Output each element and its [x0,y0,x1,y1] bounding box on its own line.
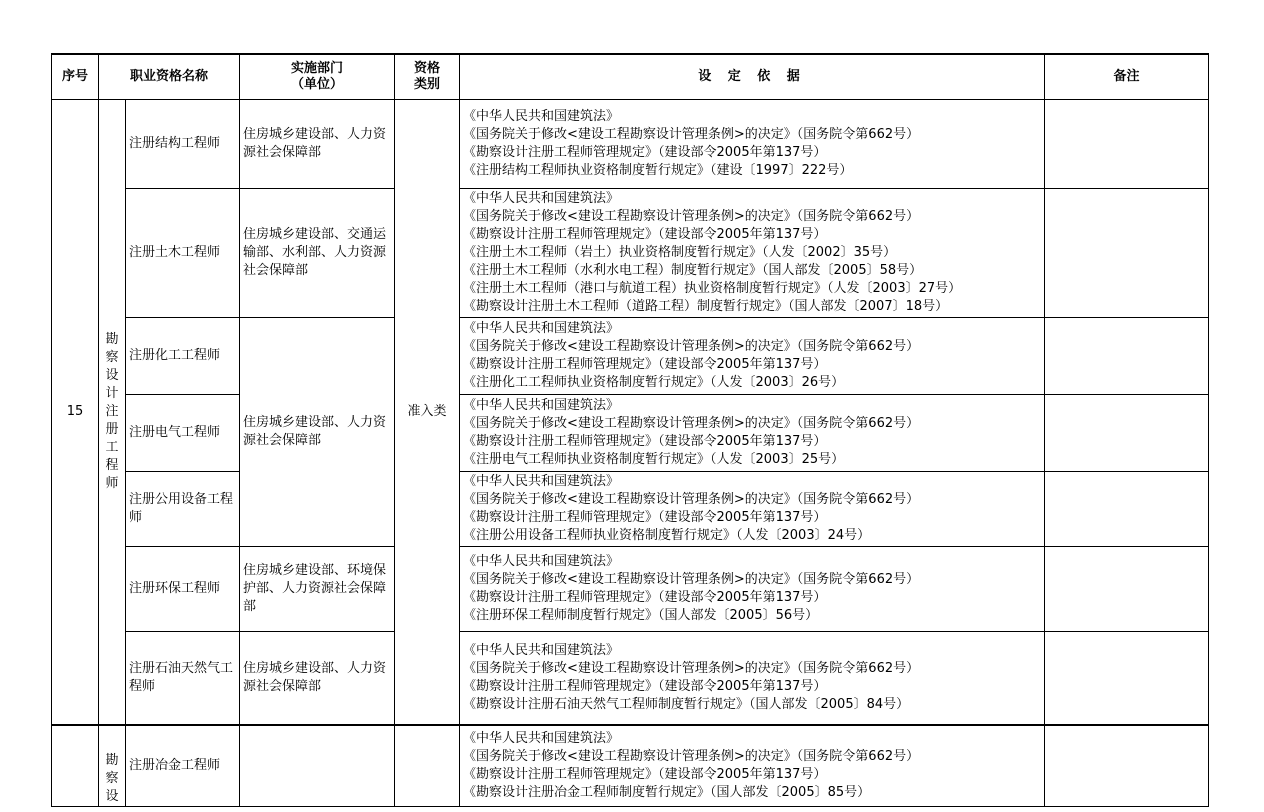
dept-cell: 住房城乡建设部、环境保护部、人力资源社会保障部 [240,547,395,632]
basis-line: 《注册结构工程师执业资格制度暂行规定》（建设〔1997〕222号） [463,163,853,178]
qualification-name: 注册环保工程师 [126,547,240,632]
category-char: 注 [105,403,119,419]
basis-line: 《中华人民共和国建筑法》 [463,730,620,746]
note-cell [1045,318,1209,395]
basis-line: 《勘察设计注册工程师管理规定》（建设部令2005年第137号） [463,227,827,242]
basis-line: 《勘察设计注册工程师管理规定》（建设部令2005年第137号） [463,766,827,782]
basis-line: 《中华人民共和国建筑法》 [463,474,620,489]
type-cell [395,725,460,807]
basis-line: 《勘察设计注册工程师管理规定》（建设部令2005年第137号） [463,357,827,372]
basis-line: 《勘察设计注册工程师管理规定》（建设部令2005年第137号） [463,145,827,160]
basis-cell [460,472,1045,547]
basis-cell [460,100,1045,189]
table-row [52,100,1209,189]
basis-line: 《中华人民共和国建筑法》 [463,191,620,206]
dept-cell [240,725,395,807]
table-row [52,725,1209,807]
header-type-line2: 类别 [414,77,441,92]
basis-line: 《中华人民共和国建筑法》 [463,398,620,413]
header-note: 备注 [1045,54,1209,100]
basis-line: 《注册土木工程师（水利水电工程）制度暂行规定》（国人部发〔2005〕58号） [463,263,923,278]
basis-line: 《中华人民共和国建筑法》 [463,321,620,336]
header-type [395,54,460,100]
qualification-name: 注册土木工程师 [126,189,240,318]
category-char: 勘 [105,331,119,347]
header-dept-line1: 实施部门 [291,61,344,76]
category-label [105,752,119,806]
basis-line: 《中华人民共和国建筑法》 [463,554,620,569]
basis-line: 《勘察设计注册石油天然气工程师制度暂行规定》（国人部发〔2005〕84号） [463,696,910,712]
qualification-table [51,53,1209,807]
basis-line: 《勘察设计注册工程师管理规定》（建设部令2005年第137号） [463,678,827,694]
category-char: 师 [105,475,119,491]
category-cell [99,725,126,807]
basis-line: 《勘察设计注册工程师管理规定》（建设部令2005年第137号） [463,590,827,605]
header-seq: 序号 [52,54,99,100]
note-cell [1045,725,1209,807]
category-char: 察 [105,349,119,365]
qualification-name: 注册电气工程师 [126,395,240,472]
qualification-name: 注册冶金工程师 [126,725,240,807]
basis-line: 《注册土木工程师（岩土）执业资格制度暂行规定》（人发〔2002〕35号） [463,245,897,260]
header-name: 职业资格名称 [99,54,240,100]
dept-cell: 住房城乡建设部、人力资源社会保障部 [240,318,395,547]
note-cell [1045,100,1209,189]
dept-cell: 住房城乡建设部、人力资源社会保障部 [240,632,395,725]
table-row [52,395,1209,472]
basis-line: 《注册环保工程师制度暂行规定》（国人部发〔2005〕56号） [463,608,819,623]
basis-line: 《勘察设计注册土木工程师（道路工程）制度暂行规定》（国人部发〔2007〕18号） [463,299,949,314]
category-char: 工 [105,439,119,455]
category-char: 设 [105,367,119,383]
basis-line: 《勘察设计注册工程师管理规定》（建设部令2005年第137号） [463,510,827,525]
basis-line: 《国务院关于修改<建设工程勘察设计管理条例>的决定》（国务院令第662号） [463,127,920,142]
category-char: 计 [105,385,119,401]
qualification-name: 注册公用设备工程师 [126,472,240,547]
basis-line: 《国务院关于修改<建设工程勘察设计管理条例>的决定》（国务院令第662号） [463,660,920,676]
basis-line: 《国务院关于修改<建设工程勘察设计管理条例>的决定》（国务院令第662号） [463,416,920,431]
basis-line: 《注册土木工程师（港口与航道工程）执业资格制度暂行规定》（人发〔2003〕27号） [463,281,962,296]
category-char: 察 [105,770,119,786]
basis-cell [460,725,1045,807]
seq-cell: 15 [52,100,99,725]
seq-cell [52,725,99,807]
basis-line: 《中华人民共和国建筑法》 [463,109,620,124]
basis-line: 《国务院关于修改<建设工程勘察设计管理条例>的决定》（国务院令第662号） [463,748,920,764]
basis-line: 《国务院关于修改<建设工程勘察设计管理条例>的决定》（国务院令第662号） [463,339,920,354]
basis-cell [460,395,1045,472]
basis-cell [460,318,1045,395]
table-row [52,189,1209,318]
qualification-name: 注册化工工程师 [126,318,240,395]
note-cell [1045,472,1209,547]
category-char: 勘 [105,752,119,768]
note-cell [1045,189,1209,318]
header-row [52,54,1209,100]
basis-line: 《国务院关于修改<建设工程勘察设计管理条例>的决定》（国务院令第662号） [463,492,920,507]
note-cell [1045,547,1209,632]
table-row [52,472,1209,547]
basis-line: 《中华人民共和国建筑法》 [463,642,620,658]
basis-line: 《勘察设计注册冶金工程师制度暂行规定》（国人部发〔2005〕85号） [463,784,871,800]
table-row [52,318,1209,395]
dept-cell: 住房城乡建设部、人力资源社会保障部 [240,100,395,189]
basis-line: 《注册公用设备工程师执业资格制度暂行规定》（人发〔2003〕24号） [463,528,871,543]
basis-cell [460,189,1045,318]
basis-cell [460,547,1045,632]
category-char: 程 [105,457,119,473]
category-char: 册 [105,421,119,437]
basis-line: 《国务院关于修改<建设工程勘察设计管理条例>的决定》（国务院令第662号） [463,209,920,224]
table-row [52,632,1209,725]
basis-line: 《勘察设计注册工程师管理规定》（建设部令2005年第137号） [463,434,827,449]
basis-cell [460,632,1045,725]
basis-line: 《注册化工工程师执业资格制度暂行规定》（人发〔2003〕26号） [463,375,845,390]
qualification-name: 注册结构工程师 [126,100,240,189]
basis-line: 《国务院关于修改<建设工程勘察设计管理条例>的决定》（国务院令第662号） [463,572,920,587]
category-label [105,331,119,493]
basis-line: 《注册电气工程师执业资格制度暂行规定》（人发〔2003〕25号） [463,452,845,467]
type-cell: 准入类 [395,100,460,725]
category-char: 设 [105,788,119,804]
note-cell [1045,395,1209,472]
header-type-line1: 资格 [414,61,441,76]
qualification-name: 注册石油天然气工程师 [126,632,240,725]
dept-cell: 住房城乡建设部、交通运输部、水利部、人力资源社会保障部 [240,189,395,318]
note-cell [1045,632,1209,725]
header-basis: 设 定 依 据 [460,54,1045,100]
category-cell [99,100,126,725]
table-row [52,547,1209,632]
header-dept [240,54,395,100]
header-dept-line2: （单位） [291,77,344,92]
